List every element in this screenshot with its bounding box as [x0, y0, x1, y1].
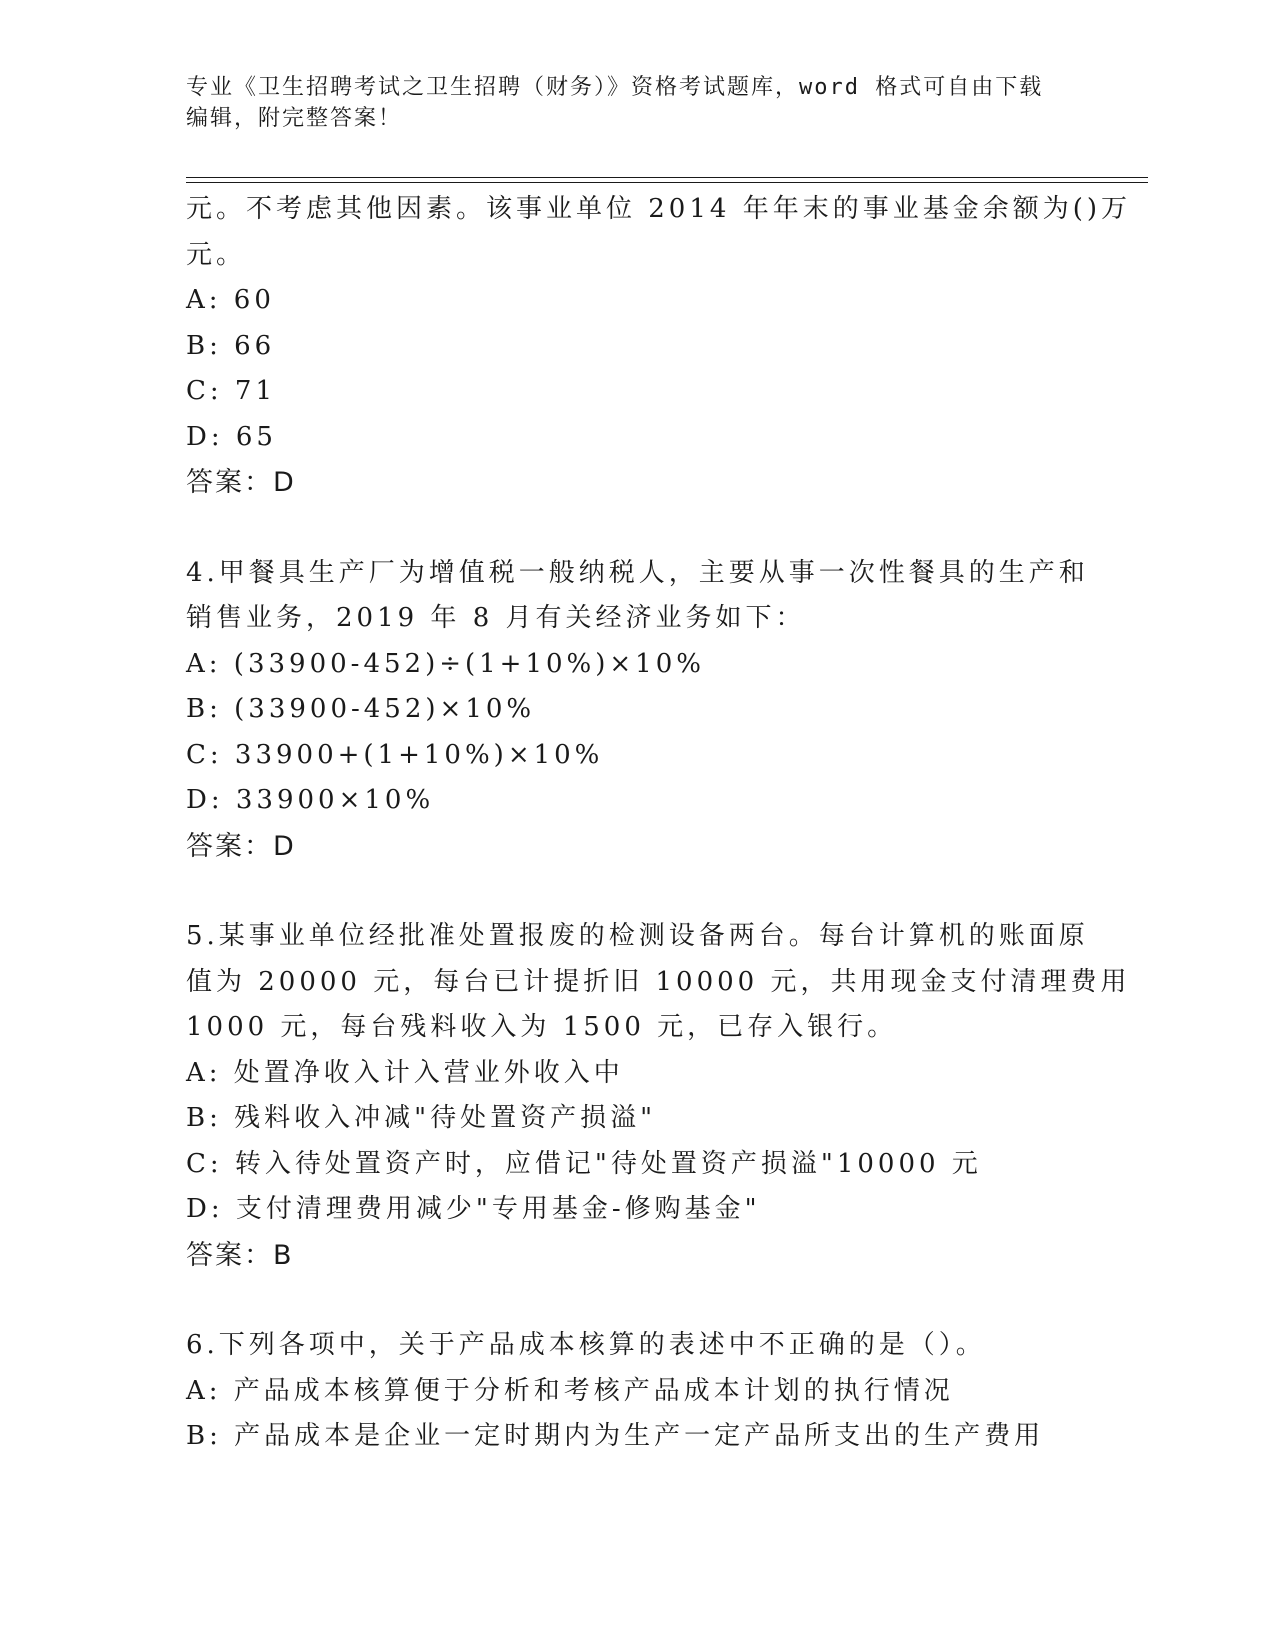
- option-c: C: 33900+(1+10%)×10%: [186, 739, 604, 770]
- question-stem: 1000 元，每台残料收入为 1500 元，已存入银行。: [186, 1012, 898, 1042]
- option-d: D: 支付清理费用减少"专用基金-修购基金": [186, 1194, 761, 1224]
- question-3: [186, 187, 1131, 506]
- header-line-1: 专业《卫生招聘考试之卫生招聘（财务）》资格考试题库，word 格式可自由下载: [186, 75, 1044, 100]
- option-c: C: 71: [186, 376, 277, 406]
- answer: 答案：D: [186, 830, 296, 862]
- question-stem: 元。: [186, 239, 247, 270]
- option-b: B: (33900-452)×10%: [186, 694, 536, 724]
- option-d: D: 65: [186, 421, 277, 452]
- option-a: A: (33900-452)÷(1+10%)×10%: [186, 648, 705, 679]
- answer: 答案：B: [186, 1239, 294, 1271]
- header-rule-top: [186, 177, 1148, 178]
- question-content: [186, 187, 1131, 1460]
- question-5: [186, 914, 1131, 1278]
- header-line-2: 编辑，附完整答案！: [186, 106, 403, 131]
- question-stem: 值为 20000 元，每台已计提折旧 10000 元，共用现金支付清理费用: [186, 966, 1131, 997]
- option-c: C: 转入待处置资产时，应借记"待处置资产损溢"10000 元: [186, 1148, 982, 1179]
- question-6: [186, 1323, 1086, 1460]
- option-a: A: 60: [186, 285, 275, 315]
- option-a: A: 产品成本核算便于分析和考核产品成本计划的执行情况: [186, 1375, 954, 1406]
- question-stem: 4.甲餐具生产厂为增值税一般纳税人，主要从事一次性餐具的生产和: [186, 557, 1089, 588]
- option-b: B: 残料收入冲减"待处置资产损溢": [186, 1103, 657, 1133]
- page-header: [186, 72, 1086, 134]
- option-b: B: 产品成本是企业一定时期内为生产一定产品所支出的生产费用: [186, 1421, 1045, 1451]
- question-stem: 销售业务，2019 年 8 月有关经济业务如下：: [186, 603, 806, 633]
- question-stem: 元。不考虑其他因素。该事业单位 2014 年年末的事业基金余额为()万: [186, 194, 1131, 224]
- answer: 答案：D: [186, 467, 296, 498]
- option-b: B: 66: [186, 330, 276, 361]
- question-stem: 5.某事业单位经批准处置报废的检测设备两台。每台计算机的账面原: [186, 921, 1089, 951]
- question-4: [186, 551, 1089, 870]
- header-rule-bottom: [186, 182, 1148, 183]
- option-a: A: 处置净收入计入营业外收入中: [186, 1057, 624, 1088]
- option-d: D: 33900×10%: [186, 785, 435, 815]
- question-stem: 6.下列各项中，关于产品成本核算的表述中不正确的是（）。: [186, 1330, 986, 1360]
